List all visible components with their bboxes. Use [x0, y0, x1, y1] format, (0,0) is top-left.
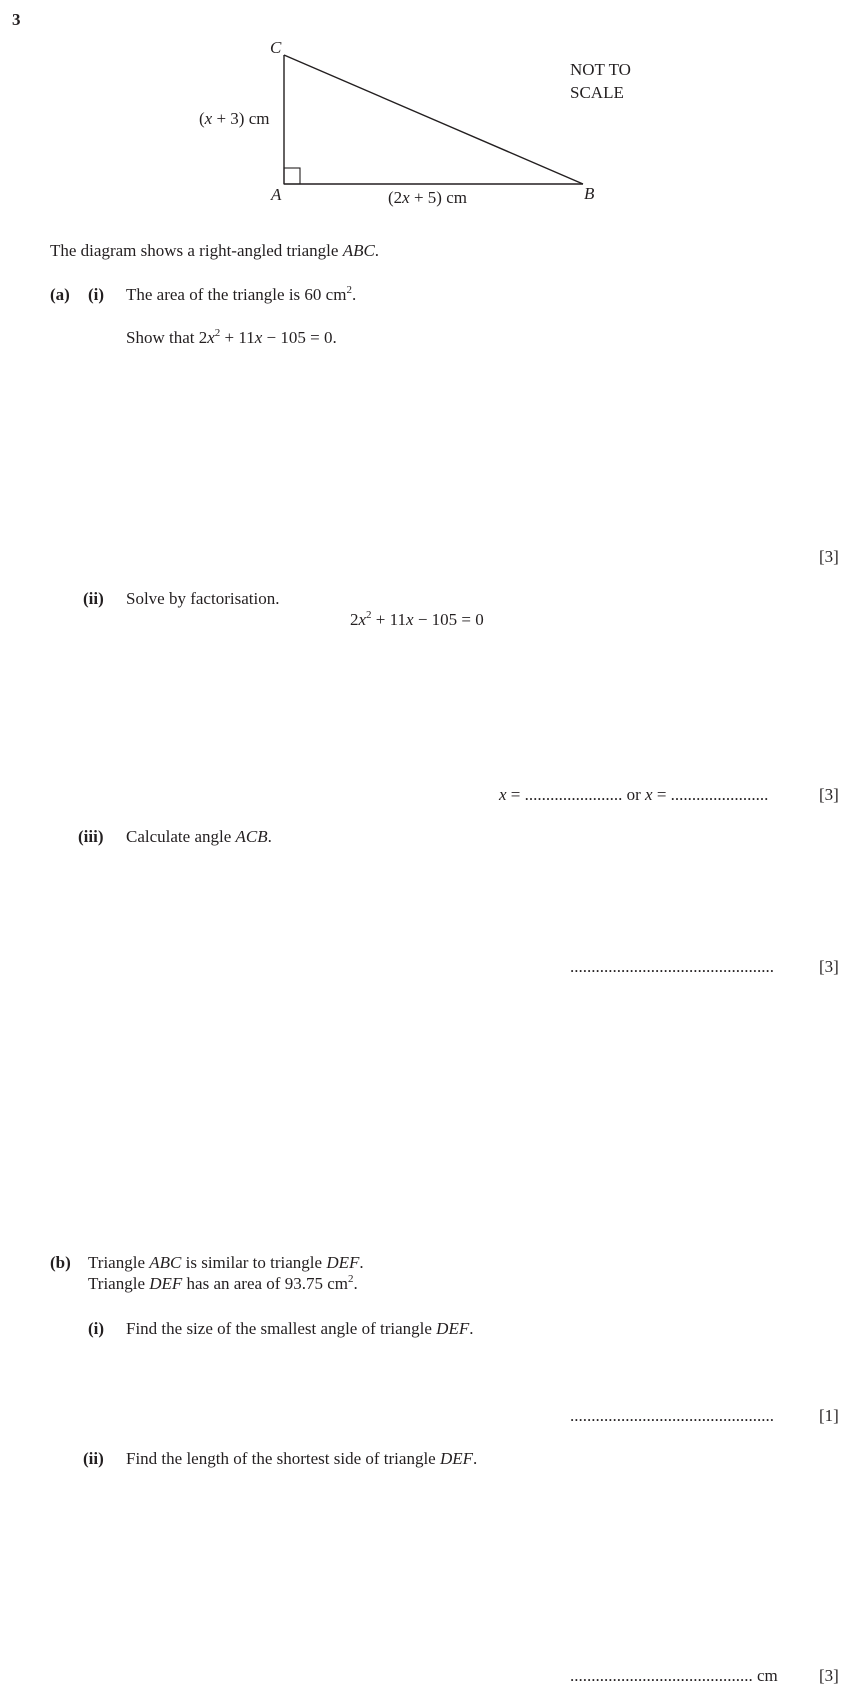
part-a-ii-label: (ii): [83, 589, 104, 608]
part-a-ii-answer-line[interactable]: x = ....................... or x = .......................: [499, 785, 769, 804]
right-angle-marker: [284, 168, 300, 184]
vertex-b-label: B: [584, 184, 595, 203]
part-b-ii-marks: [3]: [819, 1666, 839, 1685]
part-a-i-show-text: Show that $2x^2 + 11x - 105 = 0$.: [126, 327, 337, 347]
part-b-line1: Triangle ABC is similar to triangle DEF.: [88, 1253, 364, 1272]
part-a-i-marks: [3]: [819, 547, 839, 566]
part-a-ii-equation: $2x^2 + 11x - 105 = 0$: [350, 609, 484, 629]
part-a-iii-marks: [3]: [819, 957, 839, 976]
part-a-i-label: (i): [88, 285, 105, 304]
part-a-label: (a): [50, 285, 70, 304]
intro-text: The diagram shows a right-angled triangle ABC.: [50, 241, 380, 260]
part-b-ii-label: (ii): [83, 1449, 104, 1468]
part-a-ii-text: Solve by factorisation.: [126, 589, 280, 608]
side-bc: [284, 55, 583, 184]
part-b-line2: Triangle DEF has an area of 93.75 $cm^2$.: [88, 1273, 358, 1293]
not-to-scale-note-line1: NOT TO: [570, 60, 631, 79]
part-b-i-label: (i): [88, 1319, 105, 1338]
side-ac-label: (x + 3) cm: [199, 109, 270, 128]
vertex-c-label: C: [270, 38, 282, 57]
part-a-i-area-text: The area of the triangle is 60 $cm^2$.: [126, 284, 357, 304]
part-b-i-marks: [1]: [819, 1406, 839, 1425]
side-ab-label: (2x + 5) cm: [388, 188, 467, 207]
part-b-ii-text: Find the length of the shortest side of triangle DEF.: [126, 1449, 478, 1468]
part-a-iii-text: Calculate angle ACB.: [126, 827, 272, 846]
vertex-a-label: A: [271, 185, 282, 204]
part-a-iii-label: (iii): [78, 827, 104, 846]
part-a-ii-marks: [3]: [819, 785, 839, 804]
not-to-scale-note-line2: SCALE: [570, 83, 624, 102]
part-b-i-text: Find the size of the smallest angle of triangle DEF.: [126, 1319, 474, 1338]
question-number: 3: [12, 10, 21, 29]
part-b-label: (b): [50, 1253, 71, 1272]
part-b-i-answer-line[interactable]: ................................................: [570, 1406, 774, 1425]
part-a-iii-answer-line[interactable]: ................................................: [570, 957, 774, 976]
triangle-diagram: [0, 0, 853, 220]
part-b-ii-answer-line[interactable]: ........................................... cm: [570, 1666, 778, 1685]
